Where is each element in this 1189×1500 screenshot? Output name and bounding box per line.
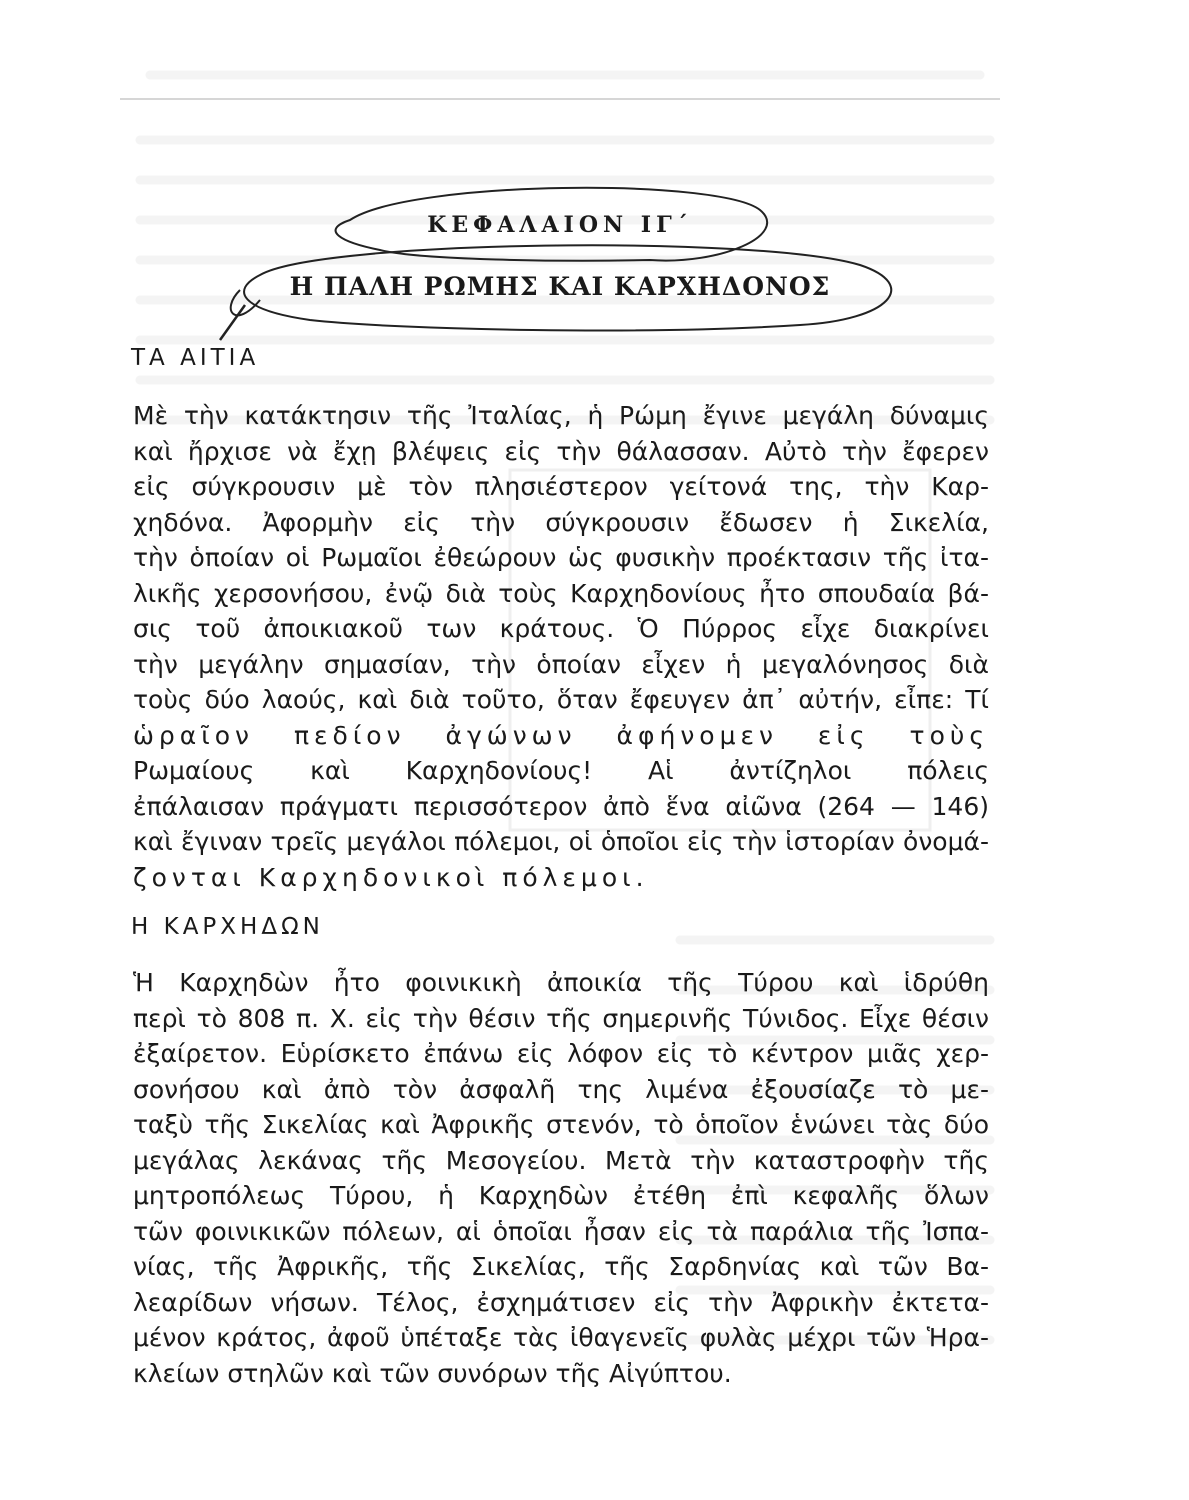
text-line: σονήσου καὶ ἀπὸ τὸν ἀσφαλῆ της λιμένα ἐξουσίαζε τὸ με- xyxy=(133,1074,989,1104)
text-line: εἰς σύγκρουσιν μὲ τὸν πλησιέστερον γείτονά της, τὴν Καρ- xyxy=(133,472,989,501)
paragraph-carthage xyxy=(133,965,989,1391)
text-line: λικῆς χερσονήσου, ἐνῷ διὰ τοὺς Καρχηδονίους ἦτο σπουδαία βά- xyxy=(133,578,989,608)
text-line: τὴν μεγάλην σημασίαν, τὴν ὁποίαν εἶχεν ἡ μεγαλόνησος διὰ xyxy=(133,649,989,679)
text-line-quote: Ρωμαίους καὶ Καρχηδονίους! Αἱ ἀντίζηλοι πόλεις xyxy=(133,756,989,785)
section-heading-carthage: Η ΚΑΡΧΗΔΩΝ xyxy=(131,914,324,940)
text-line: νίας, τῆς Ἀφρικῆς, τῆς Σικελίας, τῆς Σαρδηνίας καὶ τῶν Βα- xyxy=(133,1252,989,1281)
text-line: περὶ τὸ 808 π. Χ. εἰς τὴν θέσιν τῆς σημερινῆς Τύνιδος. Εἶχε θέσιν xyxy=(133,1003,989,1033)
text-line: κλείων στηλῶν καὶ τῶν συνόρων τῆς Αἰγύπτου. xyxy=(133,1358,732,1388)
text-line: ταξὺ τῆς Σικελίας καὶ Ἀφρικῆς στενόν, τὸ ὁποῖον ἑνώνει τὰς δύο xyxy=(133,1110,989,1139)
hand-drawn-bubbles xyxy=(200,180,920,350)
chapter-title: Η ΠΑΛΗ ΡΩΜΗΣ ΚΑΙ ΚΑΡΧΗΔΟΝΟΣ xyxy=(289,272,831,301)
text-line: τὴν ὁποίαν οἱ Ρωμαῖοι ἐθεώρουν ὡς φυσικὴν προέκτασιν τῆς ἰτα- xyxy=(133,543,989,572)
text-line: μεγάλας λεκάνας τῆς Μεσογείου. Μετὰ τὴν καταστροφὴν τῆς xyxy=(133,1145,989,1175)
chapter-number: ΚΕΦΑΛΑΙΟΝ ΙΓ΄ xyxy=(427,212,693,238)
text-line: μένον κράτος, ἀφοῦ ὑπέταξε τὰς ἰθαγενεῖς φυλὰς μέχρι τῶν Ἡρα- xyxy=(133,1323,989,1352)
text-line: ἐπάλαισαν πράγματι περισσότερον ἀπὸ ἕνα αἰῶνα (264 — 146) xyxy=(133,791,989,821)
text-line-quote: ὡραῖον πεδίον ἀγώνων ἀφήνομεν εἰς τοὺς xyxy=(133,720,989,750)
text-line: Μὲ τὴν κατάκτησιν τῆς Ἰταλίας, ἡ Ρώμη ἔγινε μεγάλη δύναμις xyxy=(133,401,989,430)
text-line: χηδόνα. Ἀφορμὴν εἰς τὴν σύγκρουσιν ἔδωσεν ἡ Σικελία, xyxy=(133,507,989,537)
text-line: ἐξαίρετον. Εὑρίσκετο ἐπάνω εἰς λόφον εἰς τὸ κέντρον μιᾶς χερ- xyxy=(133,1039,989,1068)
text-line: μητροπόλεως Τύρου, ἡ Καρχηδὼν ἐτέθη ἐπὶ κεφαλῆς ὅλων xyxy=(133,1181,989,1210)
text-line: τῶν φοινικικῶν πόλεων, αἱ ὁποῖαι ἦσαν εἰς τὰ παράλια τῆς Ἰσπα- xyxy=(133,1216,989,1246)
text-line: λεαρίδων νήσων. Τέλος, ἐσχημάτισεν εἰς τὴν Ἀφρικὴν ἐκτετα- xyxy=(133,1287,989,1317)
text-line: σις τοῦ ἀποικιακοῦ των κράτους. Ὁ Πύρρος εἶχε διακρίνει xyxy=(133,614,989,643)
section-heading-causes: ΤΑ ΑΙΤΙΑ xyxy=(131,345,260,371)
chapter-header xyxy=(200,180,920,350)
text-line: καὶ ἤρχισε νὰ ἔχῃ βλέψεις εἰς τὴν θάλασσαν. Αὐτὸ τὴν ἔφερεν xyxy=(133,436,989,466)
paragraph-causes xyxy=(133,398,989,895)
text-line: ζονται Καρχηδονικοὶ πόλεμοι. xyxy=(133,862,649,892)
text-line: τοὺς δύο λαούς, καὶ διὰ τοῦτο, ὅταν ἔφευγεν ἀπ᾿ αὐτήν, εἶπε: Τί xyxy=(133,685,989,714)
text-line: Ἡ Καρχηδὼν ἦτο φοινικικὴ ἀποικία τῆς Τύρου καὶ ἱδρύθη xyxy=(133,968,989,997)
text-line: καὶ ἔγιναν τρεῖς μεγάλοι πόλεμοι, οἱ ὁποῖοι εἰς τὴν ἱστορίαν ὀνομά- xyxy=(133,827,989,856)
